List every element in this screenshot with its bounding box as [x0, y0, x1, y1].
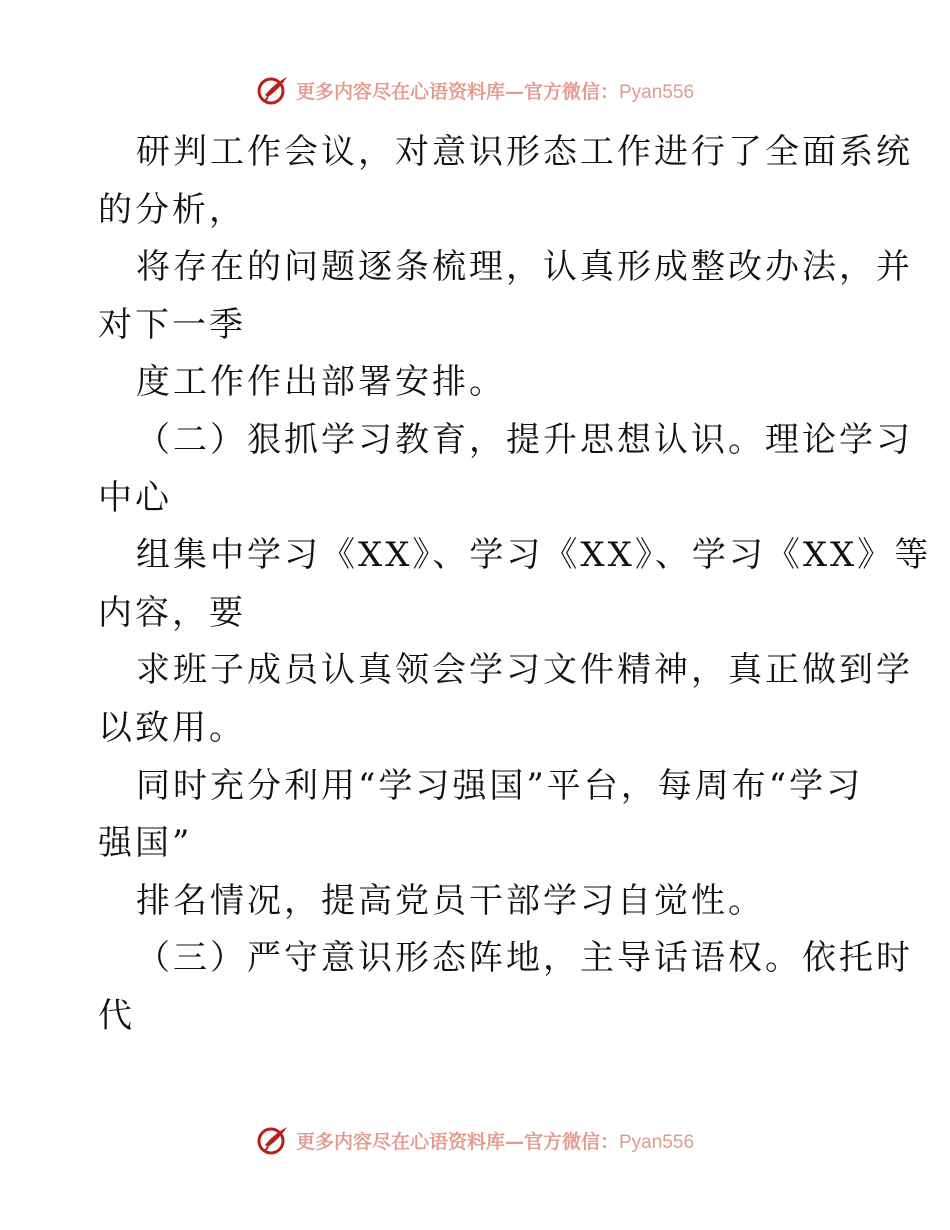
- text-line: 对下一季: [98, 304, 246, 345]
- text-line: 内容，要: [98, 592, 246, 633]
- text-line: 排名情况，提高党员干部学习自觉性。: [136, 880, 765, 921]
- text-line: （二）狠抓学习教育，提升思想认识。理论学习: [136, 419, 913, 460]
- text-line: 组集中学习《XX》、学习《XX》、学习《XX》等: [136, 535, 932, 576]
- text-line: 强国”: [98, 823, 193, 864]
- quill-logo-icon: [256, 1123, 290, 1157]
- header-banner: [0, 70, 950, 110]
- footer-text: [296, 1127, 694, 1154]
- text-line: 度工作作出部署安排。: [136, 362, 506, 403]
- text-line: 同时充分利用“学习强国”平台，每周布“学习: [136, 765, 864, 806]
- footer-text-cn: 更多内容尽在心语资料库—官方微信：: [295, 1130, 619, 1153]
- text-line: 研判工作会议，对意识形态工作进行了全面系统: [136, 132, 913, 172]
- footer-wechat-id: Pyan556: [619, 1131, 695, 1153]
- text-line: 将存在的问题逐条梳理，认真形成整改办法，并: [136, 247, 913, 288]
- header-wechat-id: Pyan556: [619, 81, 695, 103]
- quill-logo-icon: [256, 73, 290, 107]
- text-line: 的分析，: [98, 189, 246, 230]
- footer-banner: [0, 1120, 950, 1160]
- text-line: 中心: [98, 477, 172, 518]
- text-line: （三）严守意识形态阵地，主导话语权。依托时: [136, 938, 913, 979]
- text-line: 以致用。: [98, 707, 246, 748]
- header-text: [296, 77, 694, 104]
- text-line: 求班子成员认真领会学习文件精神，真正做到学: [136, 650, 913, 691]
- header-text-cn: 更多内容尽在心语资料库—官方微信：: [295, 80, 619, 103]
- document-body: [98, 124, 932, 1046]
- text-line: 代: [98, 995, 135, 1036]
